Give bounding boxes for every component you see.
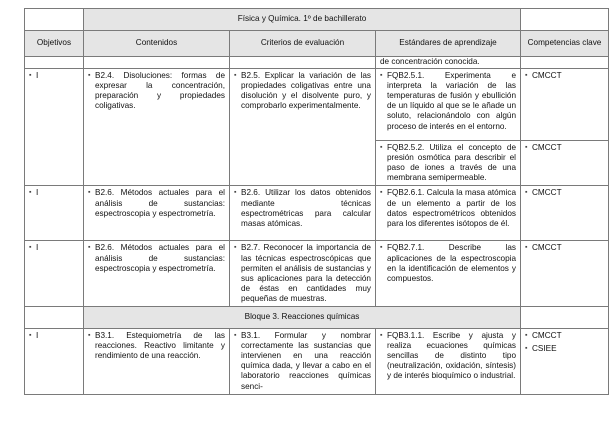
estandar-cell: ▪ FQB3.1.1. Escribe y ajusta y realiza ecuaciones químicas sencillas de distinto tipo (neutralización, oxidación, síntesis) y de interés bioquímico o industrial.	[376, 329, 521, 395]
bullet-icon: ▪	[88, 332, 91, 340]
objetivo-cell: ▪ I	[25, 69, 84, 186]
table-row	[25, 186, 609, 241]
bullet-icon: ▪	[29, 244, 32, 252]
bullet-icon: ▪	[525, 189, 528, 197]
bullet-icon: ▪	[88, 244, 91, 252]
table-row	[25, 329, 609, 395]
competencia-cell: ▪ CMCCT	[521, 186, 609, 241]
col-header-estandares: Estándares de aprendizaje	[376, 31, 521, 57]
bullet-icon: ▪	[234, 332, 237, 340]
bullet-icon: ▪	[29, 72, 32, 80]
block-header-row	[25, 307, 609, 329]
bullet-icon: ▪	[525, 244, 528, 252]
bullet-icon: ▪	[525, 144, 528, 152]
contenido-cell: ▪ B2.6. Métodos actuales para el análisis de sustancias: espectroscopia y espectrometría.	[84, 241, 230, 307]
objetivo-cell: ▪ I	[25, 329, 84, 395]
competencia-cell: ▪ CMCCT	[521, 141, 609, 186]
estandar-cell: ▪ FQB2.6.1. Calcula la masa atómica de un elemento a partir de los datos espectrométricos obtenidos para los diferentes isótopos de él.	[376, 186, 521, 241]
block-spacer-cell	[25, 307, 84, 329]
bullet-icon: ▪	[380, 189, 383, 197]
estandar-cell: ▪ FQB2.5.2. Utiliza el concepto de presión osmótica para describir el paso de iones a través de una membrana semipermeable.	[376, 141, 521, 186]
estandar-cell: ▪ FQB2.7.1. Describe las aplicaciones de la espectroscopia en la identificación de elementos y compuestos.	[376, 241, 521, 307]
competencia-cell: ▪ CMCCT	[521, 241, 609, 307]
bullet-icon: ▪	[380, 244, 383, 252]
criterio-cell: ▪ B2.6. Utilizar los datos obtenidos mediante técnicas espectrométricas para calcular masas atómicas.	[230, 186, 376, 241]
continued-row	[25, 57, 609, 69]
bullet-icon: ▪	[525, 345, 528, 353]
bullet-icon: ▪	[234, 72, 237, 80]
bullet-icon: ▪	[88, 72, 91, 80]
block-spacer-cell	[521, 307, 609, 329]
title-row	[25, 9, 609, 31]
bullet-icon: ▪	[525, 72, 528, 80]
bullet-icon: ▪	[380, 332, 383, 340]
contenido-cell: ▪ B3.1. Estequiometría de las reacciones. Reactivo limitante y rendimiento de una reacción.	[84, 329, 230, 395]
bullet-icon: ▪	[29, 332, 32, 340]
table-row	[25, 69, 609, 141]
bullet-icon: ▪	[29, 189, 32, 197]
bullet-icon: ▪	[525, 332, 528, 340]
bullet-icon: ▪	[88, 189, 91, 197]
table-row	[25, 241, 609, 307]
col-header-competencias: Competencias clave	[521, 31, 609, 57]
contenido-cell: ▪ B2.4. Disoluciones: formas de expresar la concentración, preparación y propiedades coligativas.	[84, 69, 230, 186]
contenido-cell: ▪ B2.6. Métodos actuales para el análisis de sustancias: espectroscopia y espectrometría.	[84, 186, 230, 241]
criterio-cell: ▪ B2.7. Reconocer la importancia de las técnicas espectroscópicas que permiten el análisis de sustancias y sus aplicaciones para la detección de éstas en cantidades muy pequeñas de muestras.	[230, 241, 376, 307]
bullet-icon: ▪	[380, 144, 383, 152]
curriculum-table	[24, 8, 609, 395]
title-spacer-cell	[521, 9, 609, 31]
objetivo-cell: ▪ I	[25, 241, 84, 307]
title-spacer-cell	[25, 9, 84, 31]
bullet-icon: ▪	[380, 72, 383, 80]
block-title: Bloque 3. Reacciones químicas	[84, 307, 521, 329]
column-header-row	[25, 31, 609, 57]
competencia-cell: ▪ CMCCT ▪ CSIEE	[521, 329, 609, 395]
col-header-objetivos: Objetivos	[25, 31, 84, 57]
bullet-icon: ▪	[234, 244, 237, 252]
course-title: Física y Química. 1º de bachillerato	[84, 9, 521, 31]
col-header-criterios: Criterios de evaluación	[230, 31, 376, 57]
continued-text: de concentración conocida.	[376, 57, 521, 69]
criterio-cell: ▪ B2.5. Explicar la variación de las propiedades coligativas entre una disolución y el disolvente puro, y comprobarlo experimentalmente.	[230, 69, 376, 186]
col-header-contenidos: Contenidos	[84, 31, 230, 57]
competencia-cell: ▪ CMCCT	[521, 69, 609, 141]
criterio-cell: ▪ B3.1. Formular y nombrar correctamente las sustancias que intervienen en una reacción química dada, y llevar a cabo en el laboratorio reacciones químicas senci-	[230, 329, 376, 395]
estandar-cell: ▪ FQB2.5.1. Experimenta e interpreta la variación de las temperaturas de fusión y ebullición de un líquido al que se le añade un soluto, relacionándolo con algún proceso de interés en el entorno.	[376, 69, 521, 141]
bullet-icon: ▪	[234, 189, 237, 197]
objetivo-cell: ▪ I	[25, 186, 84, 241]
